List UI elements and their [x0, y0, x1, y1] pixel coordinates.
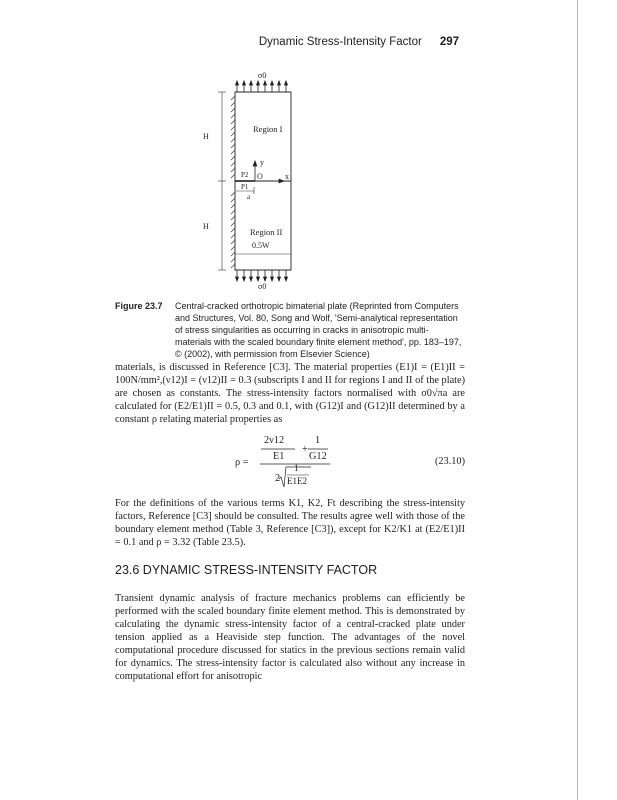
top-traction-arrows [235, 81, 291, 92]
running-header [0, 36, 459, 48]
equation-number: (23.10) [434, 456, 465, 467]
paragraph-materials-text: materials, is discussed in Reference [C3]. The material properties (E1)I = (E1)II = 100N/mm²,(ν12)I = (ν12)II = 0.3 (subscripts I and II for regions I and II of the plate) are chosen as constants. The stress-intensity factors normalised with σ0√πa are calculated for (E2/E1)II = 0.5, 0.3 and 0.1, with (G12)I and (G12)II determined by a constant ρ relating material properties as [115, 362, 465, 425]
equation-root-den: E1E2 [287, 476, 307, 486]
symmetry-support-hatching [231, 96, 235, 268]
h-upper-label: H [203, 132, 209, 141]
sigma-bottom-label: σ0 [258, 282, 267, 291]
equation-two: 2 [275, 473, 281, 484]
equation-num-b: 1 [315, 435, 321, 446]
paragraph-definitions [115, 497, 465, 549]
equation-23-10 [115, 433, 465, 489]
a-label: a [247, 193, 251, 201]
equation-den-a: E1 [273, 451, 285, 462]
header-title: Dynamic Stress-Intensity Factor [258, 36, 422, 48]
equation-den-b: G12 [309, 451, 327, 462]
figure-caption [115, 300, 465, 360]
figure-number: Figure 23.7 [115, 301, 163, 311]
paragraph-definitions-text: For the definitions of the various terms K1, K2, Ft describing the stress-intensity factors, Reference [C3] should be consulted. The results agree well with those of the boundary element method (Table 3, Reference [C3]), except for K2/K1 at (E2/E1)II = 0.1 and ρ = 3.32 (Table 23.5). [115, 498, 465, 548]
width-label: 0.5W [252, 241, 270, 250]
origin-label: O [257, 172, 263, 181]
y-axis-label: y [260, 158, 264, 167]
bottom-traction-arrows [235, 270, 291, 281]
equation-lhs: ρ = [235, 457, 249, 468]
height-dimension-lines [218, 92, 226, 270]
paragraph-dynamic [115, 592, 465, 683]
paragraph-dynamic-text: Transient dynamic analysis of fracture mechanics problems can efficiently be performed with the scaled boundary finite element method. This is demonstrated by calculating the dynamic stress-intensity factor of a central-cracked plate under tension applied as a Heaviside step function. The advantages of the novel computational procedure discussed for statics in the previous sections remain valid for dynamics. The stress-intensity factor is calculated also without any increase in computational effort for anisotropic [115, 593, 465, 682]
page-number: 297 [439, 36, 459, 48]
plate-diagram [195, 70, 345, 295]
x-axis-label: x [285, 172, 289, 181]
p1-label: P1 [241, 183, 249, 191]
region-1-label: Region I [253, 124, 283, 134]
sigma-top-label: σ0 [258, 71, 267, 80]
equation-rules [115, 433, 465, 489]
h-lower-label: H [203, 222, 209, 231]
p2-label: P2 [241, 171, 249, 179]
equation-plus: + [302, 444, 308, 455]
caption-text: Central-cracked orthotropic bimaterial plate (Reprinted from Computers and Structures, Vol. 80, Song and Wolf, 'Semi-analytical representation of stress singularities as occurring in cracks in anisotropic multi-materials with the scaled boundary finite element method', pp. 183–197, © (2002), with permission from Elsevier Science) [175, 301, 462, 359]
section-heading: 23.6 DYNAMIC STRESS-INTENSITY FACTOR [115, 563, 378, 577]
page-edge-divider [577, 0, 578, 800]
equation-root-num: 1 [294, 463, 299, 473]
region-2-label: Region II [250, 227, 283, 237]
paragraph-materials [115, 361, 465, 426]
equation-num-a: 2ν12 [264, 435, 285, 446]
figure-bimaterial-plate [195, 70, 345, 295]
